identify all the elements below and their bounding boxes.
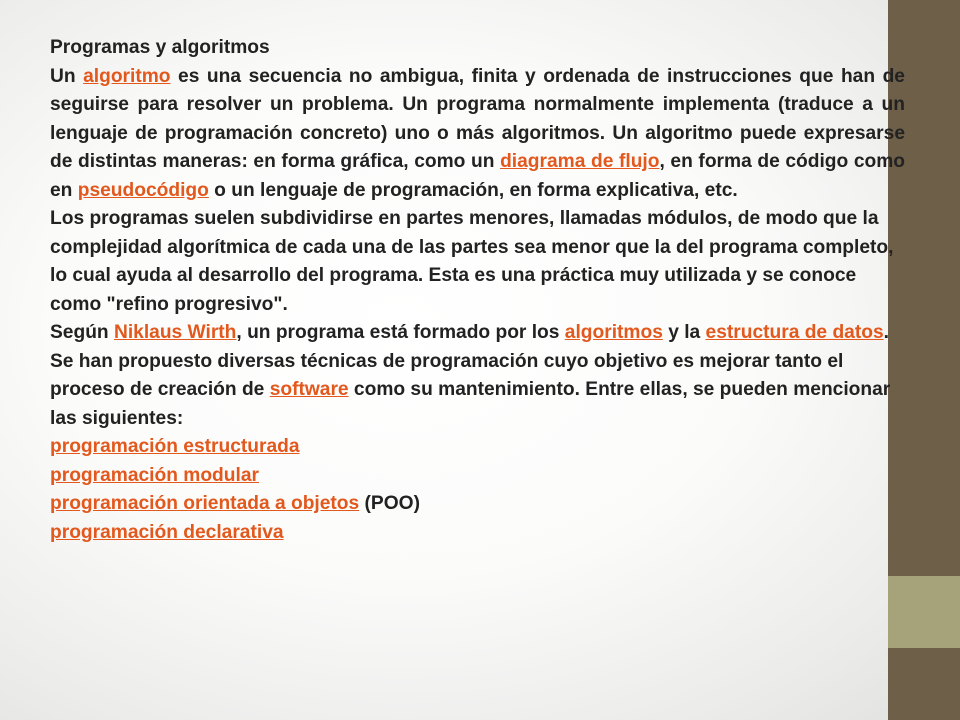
paragraph-modules: Los programas suelen subdividirse en partes menores, llamadas módulos, de modo que la complejidad algorítmica de cada una de las partes sea menor que la del programa completo, lo cual ayuda al desarrollo del programa. Esta es una práctica muy utilizada y se conoce como "refino progresivo". bbox=[50, 208, 894, 315]
paragraph-algorithm-definition bbox=[50, 63, 905, 206]
link-programacion-modular[interactable]: programación modular bbox=[50, 464, 259, 486]
link-algoritmos[interactable]: algoritmos bbox=[564, 322, 663, 343]
paragraph-techniques bbox=[50, 348, 905, 434]
link-programacion-orientada-a-objetos[interactable]: programación orientada a objetos bbox=[50, 493, 360, 514]
link-programacion-declarativa[interactable]: programación declarativa bbox=[50, 521, 284, 543]
link-niklaus-wirth[interactable]: Niklaus Wirth bbox=[113, 322, 237, 343]
text-segment: . bbox=[883, 322, 889, 343]
link-algoritmo[interactable]: algoritmo bbox=[83, 65, 171, 87]
paragraph-wirth bbox=[50, 319, 905, 348]
link-diagrama-de-flujo[interactable]: diagrama de flujo bbox=[500, 151, 660, 172]
link-estructura-de-datos[interactable]: estructura de datos bbox=[705, 322, 884, 343]
text-segment: y la bbox=[662, 322, 706, 343]
list-item bbox=[50, 490, 905, 519]
text-segment: Un bbox=[50, 65, 84, 87]
link-programacion-estructurada[interactable]: programación estructurada bbox=[50, 436, 300, 457]
slide-content bbox=[50, 34, 905, 547]
poo-suffix: (POO) bbox=[359, 493, 420, 514]
text-segment: , en forma de código como en bbox=[50, 151, 906, 201]
slide-title: Programas y algoritmos bbox=[50, 37, 270, 58]
link-software[interactable]: software bbox=[269, 379, 349, 400]
sidebar-dark-bottom bbox=[888, 648, 960, 720]
text-segment: Según bbox=[50, 322, 114, 343]
list-item bbox=[50, 462, 905, 491]
link-pseudocodigo[interactable]: pseudocódigo bbox=[77, 179, 209, 201]
text-segment: , un programa está formado por los bbox=[236, 322, 565, 343]
text-segment: es una secuencia no ambigua, finita y ordenada de instrucciones que han de seguirse para resolver un problema. Un programa normalmente implementa (traduce a un lenguaje de programación concreto) uno o más algoritmos. Un algoritmo puede expresarse de distintas maneras: en forma gráfica, como un bbox=[50, 65, 905, 172]
text-segment: Se han propuesto diversas técnicas de programación cuyo objetivo es mejorar tanto el proceso de creación de bbox=[50, 350, 844, 400]
sidebar-light-block bbox=[888, 576, 960, 648]
list-item bbox=[50, 433, 905, 462]
text-segment: o un lenguaje de programación, en forma explicativa, etc. bbox=[208, 179, 738, 201]
list-item bbox=[50, 519, 905, 548]
text-segment: como su mantenimiento. Entre ellas, se pueden mencionar las siguientes: bbox=[50, 379, 891, 429]
